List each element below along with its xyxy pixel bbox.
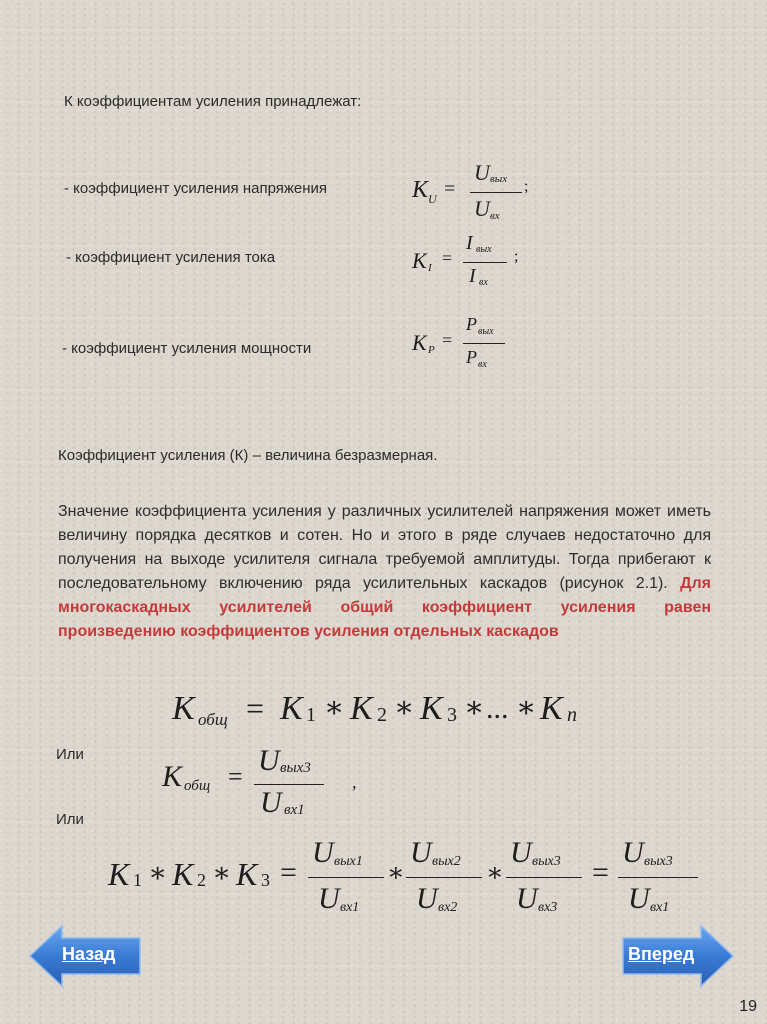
- total-equals: =: [246, 690, 265, 726]
- frac2-denominator-sub: вх2: [438, 900, 458, 915]
- frac2-numerator: U: [410, 836, 432, 869]
- ratio-denominator: U: [260, 786, 282, 819]
- formula-denominator-sub: вх: [478, 359, 487, 370]
- ratio-numerator-sub: вых3: [280, 760, 311, 776]
- stage-k3: K: [236, 856, 258, 892]
- total-gain-product-formula: [172, 690, 592, 740]
- page-number: 19: [739, 998, 757, 1015]
- main-paragraph: [58, 500, 711, 644]
- ratio-punct: ,: [352, 772, 357, 792]
- ellipsis: ...: [486, 692, 509, 725]
- formula-k-symbol: K: [412, 177, 429, 203]
- times-1: ∗: [324, 691, 345, 724]
- stage-k2-sub: 2: [197, 870, 206, 890]
- frac4-numerator: U: [622, 836, 644, 869]
- term-k2-sub: 2: [377, 704, 387, 726]
- frac4-denominator-sub: вх1: [650, 900, 670, 915]
- frac3-denominator: U: [516, 882, 538, 915]
- term-kn-sub: n: [567, 704, 577, 726]
- formula-denominator-sub: вх: [490, 210, 500, 222]
- formula-k-subscript: P: [428, 344, 435, 356]
- formula-k-subscript: I: [428, 262, 432, 274]
- times-2: ∗: [394, 691, 415, 724]
- times-4: ∗: [516, 691, 537, 724]
- total-k-subscript: общ: [198, 710, 228, 729]
- forward-button-label: Вперед: [628, 944, 695, 964]
- frac1-numerator-sub: вых1: [334, 854, 363, 869]
- frac4-numerator-sub: вых3: [644, 854, 673, 869]
- term-k1-sub: 1: [306, 704, 316, 726]
- term-k1: K: [280, 690, 303, 727]
- frac1-denominator: U: [318, 882, 340, 915]
- power-gain-formula: K P = P вых P вх: [410, 314, 530, 384]
- item-power-gain-label: - коэффициент усиления мощности: [62, 340, 312, 357]
- dimensionless-note: Коэффициент усиления (К) – величина безразмерная.: [58, 447, 438, 464]
- paragraph-highlight: Для многокаскадных усилителей общий коэффициент усиления равен произведению коэффициентов усиления отдельных каскадов: [58, 575, 712, 640]
- frac2-denominator: U: [416, 882, 438, 915]
- item-voltage-gain-label: - коэффициент усиления напряжения: [64, 180, 328, 197]
- back-button-label: Назад: [62, 944, 116, 964]
- times-3: ∗: [464, 691, 485, 724]
- formula-numerator: U: [474, 160, 490, 185]
- ratio-k-subscript: общ: [184, 778, 211, 794]
- formula-k-symbol: K: [412, 330, 427, 355]
- term-k3-sub: 3: [447, 704, 457, 726]
- stage-times-1: ∗: [148, 858, 168, 889]
- formula-k-symbol: K: [412, 248, 427, 273]
- paragraph-text: Значение коэффициента усиления у различных усилителей напряжения может иметь величину порядка десятков и сотен. Но и этого в ряде случаев недостаточно для получения на выходе усилителя сигнала требуемой амплитуды. Тогда прибегают к последовательному включению ряда усилительных каскадов (рисунок 2.1).: [58, 503, 711, 592]
- ratio-numerator: U: [258, 744, 280, 777]
- current-gain-formula: K I = I вых I вх ;: [412, 232, 519, 288]
- formula-numerator-sub: вых: [478, 326, 494, 337]
- item-current-gain-label: - коэффициент усиления тока: [66, 249, 276, 266]
- formula-numerator-sub: вых: [490, 173, 508, 185]
- stage-k2: K: [172, 856, 194, 892]
- formula-denominator: P: [466, 347, 477, 367]
- intro-text: К коэффициентам усиления принадлежат:: [64, 93, 362, 110]
- frac1-denominator-sub: вх1: [340, 900, 360, 915]
- formula-denominator: U: [474, 196, 490, 221]
- total-gain-ratio-formula: K общ = U вых3 U вх1 ,: [162, 744, 357, 819]
- term-k3: K: [420, 690, 443, 727]
- frac-times-2: ∗: [486, 858, 504, 887]
- term-k2: K: [350, 690, 373, 727]
- stage-k3-sub: 3: [261, 870, 270, 890]
- total-k-symbol: K: [172, 690, 195, 727]
- frac1-numerator: U: [312, 836, 334, 869]
- ratio-k-symbol: K: [162, 760, 183, 793]
- stage-times-2: ∗: [212, 858, 232, 889]
- frac3-numerator: U: [510, 836, 532, 869]
- formula-denominator: I: [469, 265, 476, 287]
- formula-numerator: P: [466, 314, 477, 334]
- or-label-1: Или: [56, 746, 84, 763]
- frac2-numerator-sub: вых2: [432, 854, 461, 869]
- ratio-denominator-sub: вх1: [284, 802, 305, 818]
- formula-numerator-sub: вых: [476, 244, 492, 255]
- frac-times-1: ∗: [387, 858, 405, 887]
- formula-k-subscript: U: [428, 192, 437, 206]
- stage-product-formula: K 1 ∗ K 2 ∗ K 3 = U вых1 U вх1 ∗ U вых2 U вх2 ∗ U вых3 U вх3 = U вых3 U вх1: [108, 836, 708, 926]
- formula-numerator: I: [466, 232, 473, 254]
- formula-punct: ;: [514, 248, 519, 265]
- frac3-numerator-sub: вых3: [532, 854, 561, 869]
- stage-k1: K: [108, 856, 130, 892]
- frac3-denominator-sub: вх3: [538, 900, 558, 915]
- back-button[interactable]: [28, 924, 143, 988]
- stage-k1-sub: 1: [133, 870, 142, 890]
- or-label-2: Или: [56, 811, 84, 828]
- forward-button[interactable]: [620, 924, 735, 988]
- frac4-denominator: U: [628, 882, 650, 915]
- formula-denominator-sub: вх: [479, 277, 488, 288]
- formula-punct: ;: [524, 178, 529, 195]
- voltage-gain-formula: K U = U вых U вх ;: [412, 160, 529, 222]
- term-kn: K: [540, 690, 563, 727]
